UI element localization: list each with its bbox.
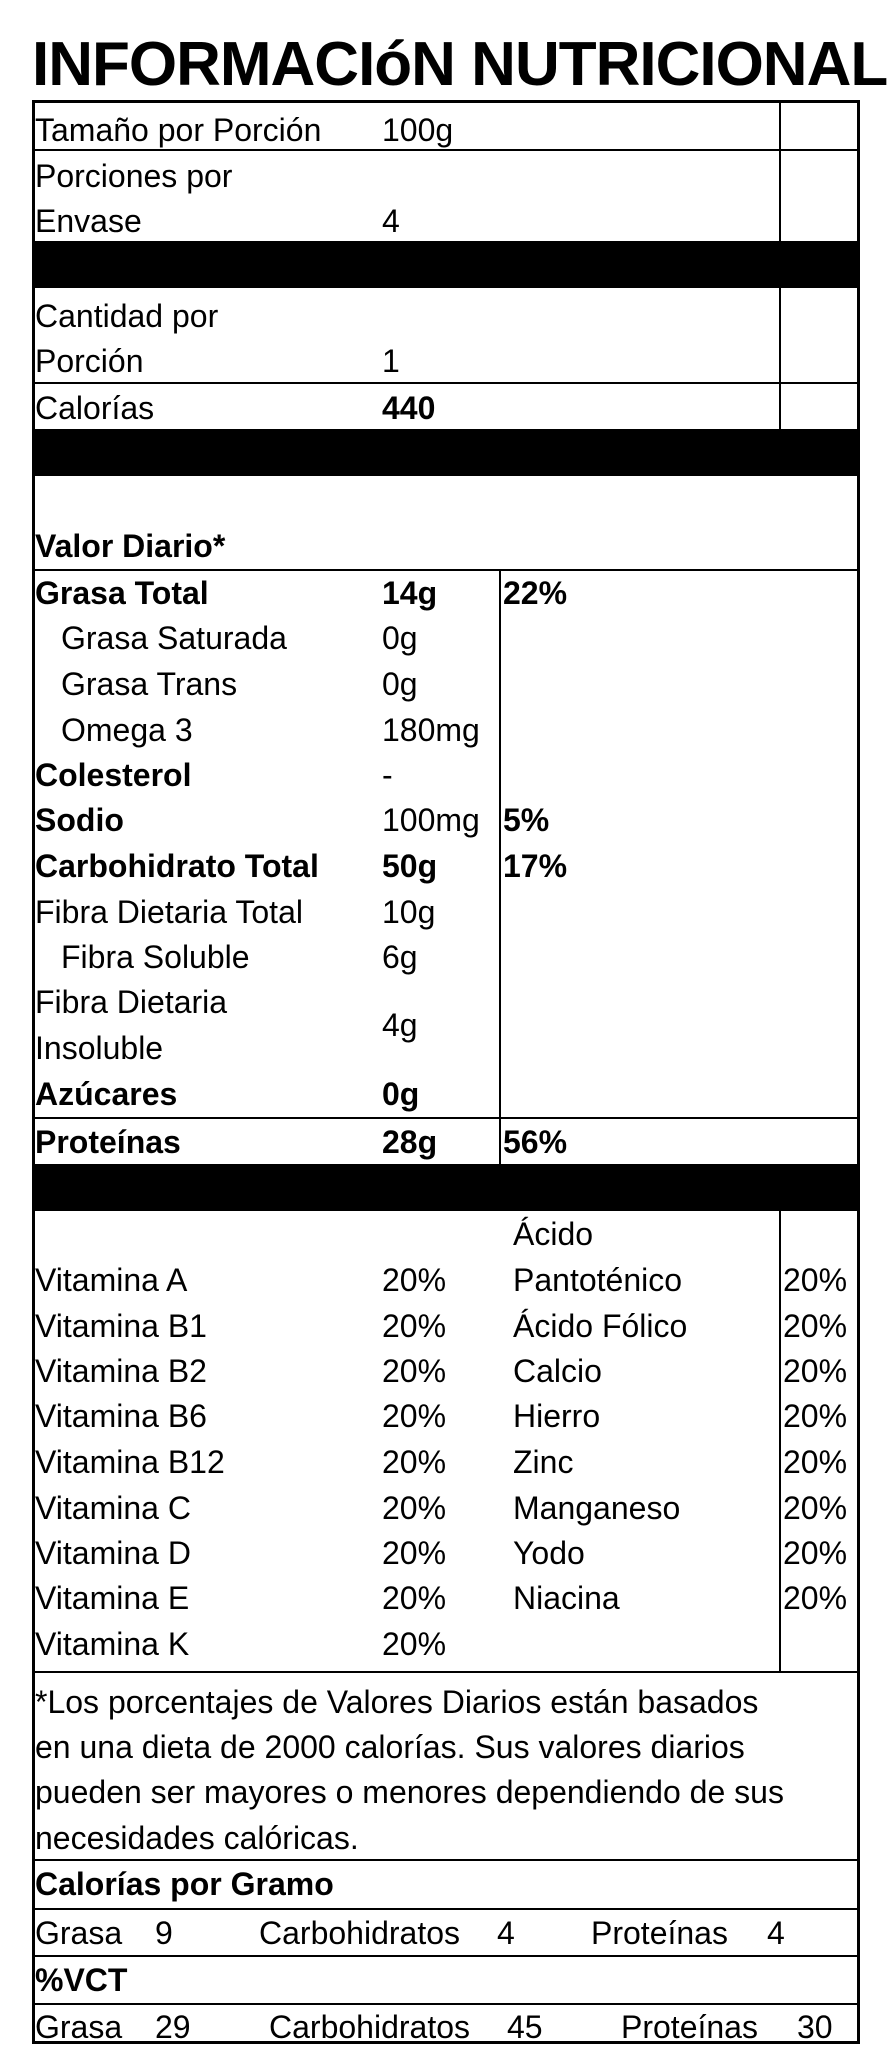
vct-heading: %VCT (35, 1962, 128, 1998)
vitamin-daily-value: 20% (382, 1580, 447, 1616)
serving-size-value: 100g (382, 112, 454, 148)
nutrient-name: Sodio (35, 802, 124, 838)
mineral-daily-value: 20% (783, 1353, 848, 1389)
vct-carb-value: 45 (507, 2009, 543, 2045)
minerals-column-divider (779, 1211, 781, 1673)
cpg-carb-value: 4 (497, 1915, 515, 1951)
mineral-name-line-1: Ácido (513, 1216, 594, 1252)
nutrient-name: Colesterol (35, 757, 192, 793)
footnote-line: *Los porcentajes de Valores Diarios están basados (35, 1684, 759, 1720)
nutrient-amount: 6g (382, 939, 418, 975)
mineral-name: Manganeso (513, 1490, 681, 1526)
footnote-line: pueden ser mayores o menores dependiendo de sus (35, 1774, 784, 1810)
calories-label: Calorías (35, 390, 155, 426)
mineral-daily-value: 20% (783, 1398, 848, 1434)
nutrient-name: Azúcares (35, 1076, 178, 1112)
vitamin-daily-value: 20% (382, 1444, 447, 1480)
mineral-name-line-2: Pantoténico (513, 1262, 683, 1298)
vitamin-daily-value: 20% (382, 1626, 447, 1662)
nutrient-name: Carbohidrato Total (35, 848, 319, 884)
serving-size-label: Tamaño por Porción (35, 112, 322, 148)
nutrient-amount: 100mg (382, 802, 480, 838)
nutrient-amount: 10g (382, 894, 436, 930)
nutrient-daily-value: 5% (503, 802, 550, 838)
vitamin-name: Vitamina A (35, 1262, 188, 1298)
calories-per-gram-heading: Calorías por Gramo (35, 1866, 334, 1902)
vitamin-daily-value: 20% (382, 1262, 447, 1298)
cpg-fat-value: 9 (155, 1915, 173, 1951)
nutrition-facts-panel (32, 100, 860, 2044)
nutrient-daily-value: 17% (503, 848, 568, 884)
nutrient-daily-value: 22% (503, 575, 568, 611)
vitamin-name: Vitamina D (35, 1535, 191, 1571)
vct-fat-label: Grasa (35, 2009, 123, 2045)
nutrient-amount: 0g (382, 666, 418, 702)
vitamin-daily-value: 20% (382, 1490, 447, 1526)
vitamin-daily-value: 20% (382, 1398, 447, 1434)
vct-carb-label: Carbohidratos (269, 2009, 470, 2045)
nutrient-name-line-2: Insoluble (35, 1030, 164, 1066)
cpg-protein-label: Proteínas (591, 1915, 728, 1951)
mineral-daily-value: 20% (783, 1308, 848, 1344)
amount-per-serving-label-2: Porción (35, 343, 144, 379)
thick-divider-bar (35, 1164, 857, 1211)
thick-divider-bar (35, 429, 857, 476)
nutrient-name: Fibra Dietaria Total (35, 894, 303, 930)
vitamin-name: Vitamina K (35, 1626, 190, 1662)
footnote-line: necesidades calóricas. (35, 1820, 359, 1856)
mineral-name: Ácido Fólico (513, 1308, 688, 1344)
vitamin-daily-value: 20% (382, 1353, 447, 1389)
nutrient-name: Proteínas (35, 1124, 181, 1160)
daily-value-heading: Valor Diario* (35, 528, 226, 564)
vct-protein-value: 30 (797, 2009, 833, 2045)
servings-per-pack-label-1: Porciones por (35, 158, 233, 194)
nutrient-amount: 180mg (382, 712, 480, 748)
nutrient-amount: 28g (382, 1124, 438, 1160)
cpg-carb-label: Carbohidratos (259, 1915, 460, 1951)
footnote-line: en una dieta de 2000 calorías. Sus valores diarios (35, 1729, 745, 1765)
mineral-name: Zinc (513, 1444, 574, 1480)
cpg-fat-label: Grasa (35, 1915, 123, 1951)
divider (35, 149, 857, 151)
nutrient-name: Grasa Total (35, 575, 209, 611)
vitamin-name: Vitamina E (35, 1580, 190, 1616)
mineral-name: Niacina (513, 1580, 620, 1616)
mineral-daily-value: 20% (783, 1490, 848, 1526)
nutrient-name-line-1: Fibra Dietaria (35, 984, 228, 1020)
vitamin-daily-value: 20% (382, 1535, 447, 1571)
nutrient-amount: 14g (382, 575, 438, 611)
thick-divider-bar (35, 241, 857, 288)
mineral-daily-value: 20% (783, 1535, 848, 1571)
divider (35, 1955, 857, 1957)
mineral-name: Hierro (513, 1398, 601, 1434)
mineral-name: Yodo (513, 1535, 585, 1571)
label-title: INFORMACIóN NUTRICIONAL (32, 30, 888, 99)
vitamin-name: Vitamina B12 (35, 1444, 225, 1480)
mineral-name: Calcio (513, 1353, 602, 1389)
nutrient-amount: 4g (382, 1007, 418, 1043)
mineral-daily-value: 20% (783, 1262, 848, 1298)
nutrient-daily-value: 56% (503, 1124, 568, 1160)
daily-value-column-divider (499, 571, 501, 1165)
vitamin-daily-value: 20% (382, 1308, 447, 1344)
nutrient-name: Omega 3 (61, 712, 193, 748)
vct-fat-value: 29 (155, 2009, 191, 2045)
vitamin-name: Vitamina B6 (35, 1398, 207, 1434)
servings-per-pack-label-2: Envase (35, 203, 142, 239)
vct-protein-label: Proteínas (621, 2009, 758, 2045)
divider (35, 1671, 857, 1673)
servings-per-pack-value: 4 (382, 203, 400, 239)
vitamin-name: Vitamina C (35, 1490, 191, 1526)
nutrient-name: Grasa Trans (61, 666, 238, 702)
mineral-daily-value: 20% (783, 1580, 848, 1616)
nutrient-amount: 50g (382, 848, 438, 884)
amount-per-serving-value: 1 (382, 343, 400, 379)
nutrient-amount: 0g (382, 620, 418, 656)
divider (35, 382, 857, 384)
calories-value: 440 (382, 390, 436, 426)
vitamin-name: Vitamina B1 (35, 1308, 207, 1344)
nutrient-amount: - (382, 757, 393, 793)
cpg-protein-value: 4 (767, 1915, 785, 1951)
nutrient-name: Fibra Soluble (61, 939, 250, 975)
vitamin-name: Vitamina B2 (35, 1353, 207, 1389)
nutrient-amount: 0g (382, 1076, 420, 1112)
mineral-daily-value: 20% (783, 1444, 848, 1480)
nutrient-name: Grasa Saturada (61, 620, 287, 656)
amount-per-serving-label-1: Cantidad por (35, 298, 219, 334)
